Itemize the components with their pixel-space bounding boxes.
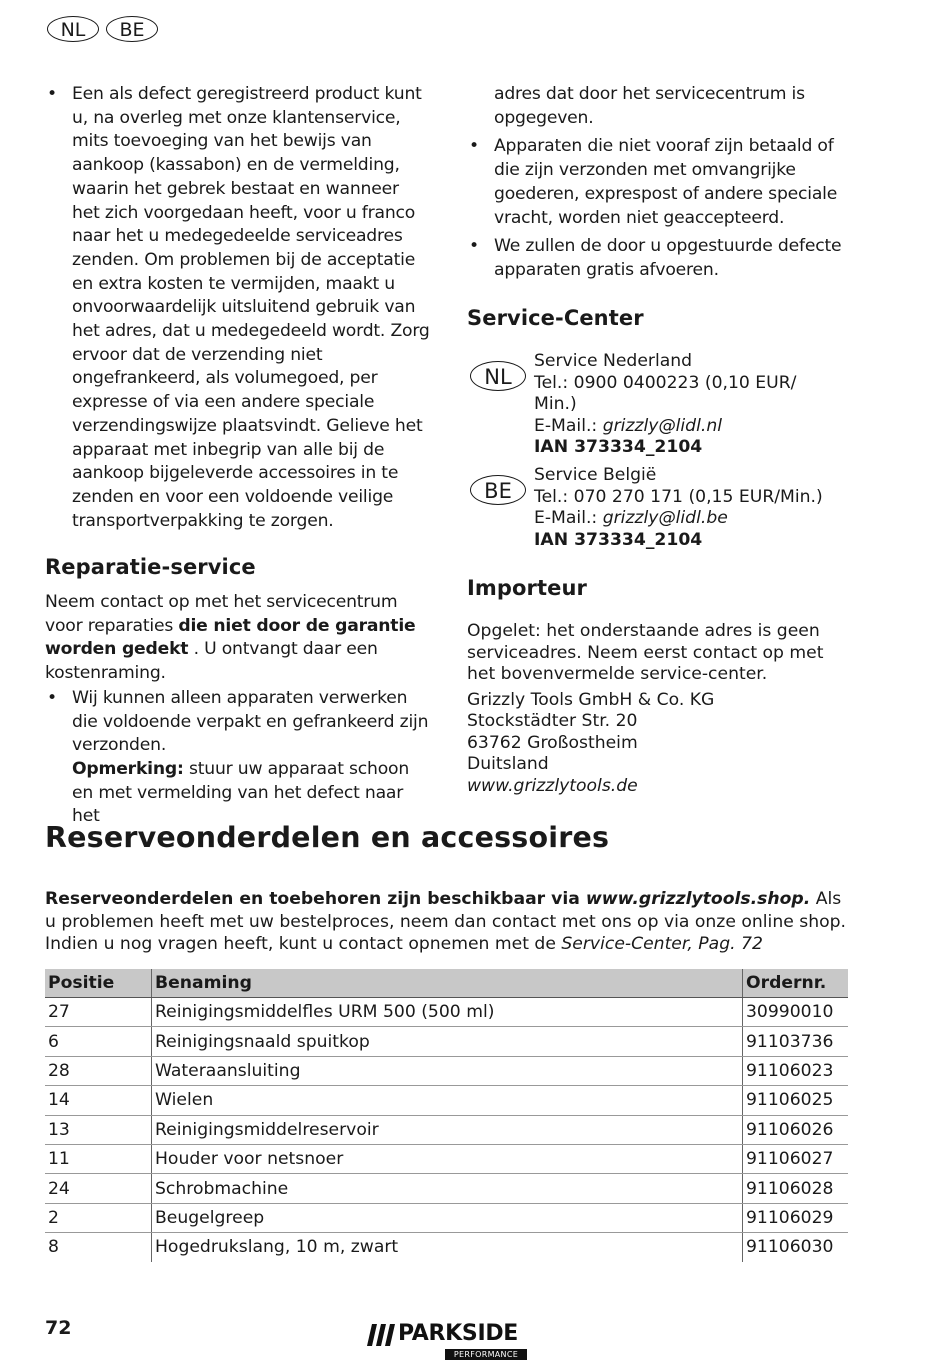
column-header-description: Benaming xyxy=(152,969,743,998)
spare-parts-table xyxy=(45,969,848,1262)
importer-company: Grizzly Tools GmbH & Co. KG xyxy=(467,689,715,710)
service-center-reference[interactable]: Service-Center, Pag. 72 xyxy=(561,934,763,954)
order-number-cell: 91106030 xyxy=(743,1233,849,1262)
description-cell: Reinigingsmiddelreservoir xyxy=(152,1115,743,1144)
note-label: Opmerking: xyxy=(72,758,184,779)
importer-website-link[interactable]: www.grizzlytools.de xyxy=(467,775,638,796)
country-badge-be: BE xyxy=(106,16,158,42)
position-cell: 28 xyxy=(45,1056,152,1085)
order-number-cell: 91106028 xyxy=(743,1174,849,1203)
shop-link[interactable]: www.grizzlytools.shop. xyxy=(585,889,811,909)
importer-country: Duitsland xyxy=(467,754,549,774)
position-cell: 11 xyxy=(45,1144,152,1173)
position-cell: 6 xyxy=(45,1027,152,1056)
email-link-be[interactable]: grizzly@lidl.be xyxy=(602,508,728,528)
service-be-email: E-Mail.: grizzly@lidl.be xyxy=(534,508,728,528)
table-row xyxy=(45,1174,848,1203)
country-badge-nl: NL xyxy=(47,16,99,42)
description-cell: Wielen xyxy=(152,1086,743,1115)
shipping-instructions-bullet: • Een als defect geregistreerd product kunt u, na overleg met onze klantenservice, mits toevoeging van het bewijs van aankoop (kassabon) en de vermelding, waarin het gebrek bestaat en wanneer het zich voorgedaan heeft, voor u franco naar het u medegedeelde serviceadres zenden. Om problemen bij de acceptatie en extra kosten te vermijden, maakt u onvoorwaardelijk uitsluitend gebruik van het adres, dat u medegedeeld wordt. Zorg ervoor dat de verzending niet ongefrankeerd, als volumegoed, per expresse of via een andere speciale verzendingswijze plaatsvindt. Gelieve het apparaat met inbegrip van alle bij de aankoop bijgeleverde accessoires in te zenden en voor een voldoende veilige transportverpakking te zorgen. xyxy=(45,83,430,533)
spare-parts-intro: Reserveonderdelen en toebehoren zijn beschikbaar via www.grizzlytools.shop. Als u problemen heeft met uw bestelproces, neem dan contact met ons op via onze online shop. Indien u nog vragen heeft, kunt u contact opnemen met de Service-Center, Pag. 72 xyxy=(45,889,846,954)
importer-street: Stockstädter Str. 20 xyxy=(467,711,638,731)
table-row xyxy=(45,1086,848,1115)
position-cell: 13 xyxy=(45,1115,152,1144)
repair-service-heading: Reparatie-service xyxy=(45,555,256,580)
logo-subline: PERFORMANCE xyxy=(445,1349,527,1360)
description-cell: Beugelgreep xyxy=(152,1203,743,1232)
position-cell: 8 xyxy=(48,1237,59,1258)
repair-service-text: Neem contact op met het servicecentrum voor reparaties die niet door de garantie worden gedekt . U ontvangt daar een kostenraming. xyxy=(45,592,416,684)
spare-parts-heading: Reserveonderdelen en accessoires xyxy=(45,821,610,854)
table-row xyxy=(45,1115,848,1144)
service-be-name: Service België xyxy=(534,465,657,485)
position-cell: 14 xyxy=(45,1086,152,1115)
left-column xyxy=(45,83,430,829)
table-row xyxy=(45,1233,848,1262)
service-be-block xyxy=(534,465,854,551)
importer-heading: Importeur xyxy=(467,576,587,600)
order-number-cell: 30990010 xyxy=(743,998,849,1027)
importer-block xyxy=(467,621,852,797)
order-number-cell: 91103736 xyxy=(743,1027,849,1056)
description-cell: Reinigingsmiddelfles URM 500 (500 ml) xyxy=(152,998,743,1027)
disposal-bullet: • We zullen de door u opgestuurde defecte apparaten gratis afvoeren. xyxy=(467,235,852,282)
importer-note: Opgelet: het onderstaande adres is geen serviceadres. Neem eerst contact op met het bovenvermelde service-center. xyxy=(467,621,824,684)
description-cell: Houder voor netsnoer xyxy=(152,1144,743,1173)
order-number-cell: 91106023 xyxy=(743,1056,849,1085)
service-be-ian: IAN 373334_2104 xyxy=(534,529,703,550)
position-cell: 24 xyxy=(45,1174,152,1203)
repair-bullet: • Wij kunnen alleen apparaten verwerken die voldoende verpakt en gefrankeerd zijn verzonden. Opmerking: stuur uw apparaat schoon en met vermelding van het defect naar het xyxy=(45,687,430,829)
be-country-badge: BE xyxy=(470,475,526,505)
service-center-heading: Service-Center xyxy=(467,306,644,330)
order-number-cell: 91106029 xyxy=(743,1203,849,1232)
column-header-order-number: Ordernr. xyxy=(743,969,849,998)
table-row xyxy=(45,998,848,1027)
description-cell: Hogedrukslang, 10 m, zwart xyxy=(152,1233,743,1262)
position-cell: 27 xyxy=(45,998,152,1027)
email-link-nl[interactable]: grizzly@lidl.nl xyxy=(602,415,723,436)
service-nl-name: Service Nederland xyxy=(534,351,693,371)
table-row xyxy=(45,1144,848,1173)
logo-brand-text: PARKSIDE xyxy=(398,1321,519,1346)
description-cell: Reinigingsnaald spuitkop xyxy=(152,1027,743,1056)
order-number-cell: 91106027 xyxy=(743,1144,849,1173)
unpaid-shipments-bullet: • Apparaten die niet vooraf zijn betaald of die zijn verzonden met omvangrijke goederen, exprespost of andere speciale vracht, worden niet geaccepteerd. xyxy=(467,135,852,230)
parkside-logo xyxy=(367,1322,529,1362)
importer-city: 63762 Großostheim xyxy=(467,732,638,753)
continued-text: adres dat door het servicecentrum is opgegeven. xyxy=(494,84,805,128)
service-nl-phone: Tel.: 0900 0400223 (0,10 EUR/ Min.) xyxy=(534,372,797,414)
right-column xyxy=(467,83,852,283)
nl-country-badge: NL xyxy=(470,361,526,391)
description-cell: Schrobmachine xyxy=(152,1174,743,1203)
table-row xyxy=(45,1056,848,1085)
order-number-cell: 91106026 xyxy=(743,1115,849,1144)
service-nl-block xyxy=(534,351,834,459)
logo-slashes-icon xyxy=(367,1324,397,1346)
order-number-cell: 91106025 xyxy=(743,1086,849,1115)
page-number: 72 xyxy=(45,1317,72,1339)
table-row xyxy=(45,1203,848,1232)
description-cell: Wateraansluiting xyxy=(152,1056,743,1085)
service-be-phone: Tel.: 070 270 171 (0,15 EUR/Min.) xyxy=(534,486,823,507)
service-nl-ian: IAN 373334_2104 xyxy=(534,437,703,457)
table-row xyxy=(45,1027,848,1056)
service-nl-email: E-Mail.: grizzly@lidl.nl xyxy=(534,415,723,436)
column-header-position: Positie xyxy=(45,969,152,998)
table-header-row xyxy=(45,969,848,998)
position-cell: 2 xyxy=(45,1203,152,1232)
